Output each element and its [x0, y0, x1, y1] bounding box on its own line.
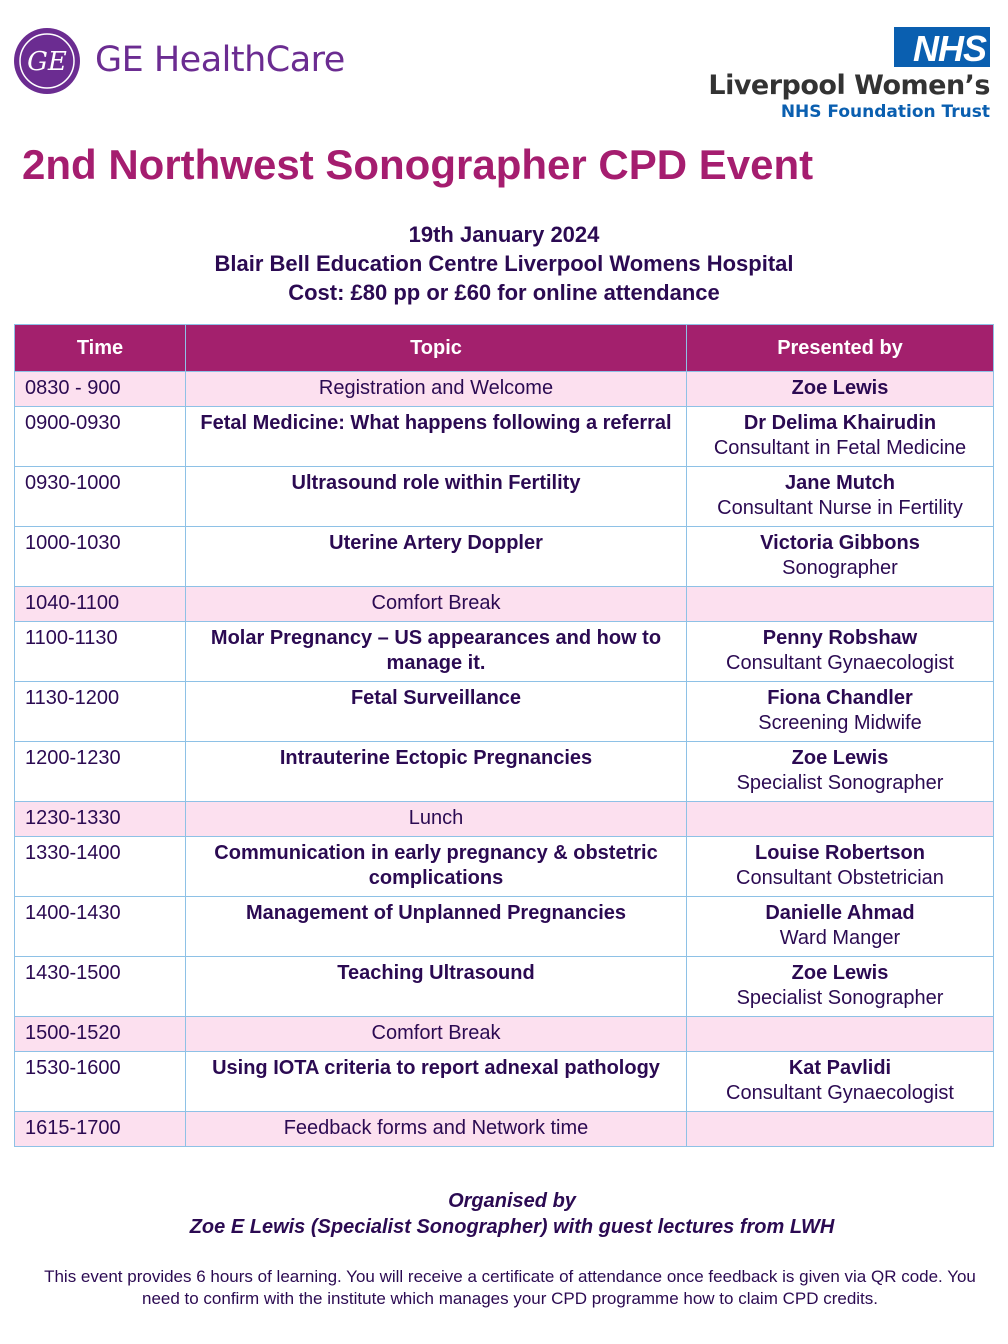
row-topic: Communication in early pregnancy & obstetric complications: [186, 837, 687, 897]
row-time: 1130-1200: [15, 682, 186, 742]
table-row: [15, 587, 994, 622]
row-presenter: Danielle Ahmad: [765, 902, 915, 924]
header-time: Time: [15, 325, 186, 372]
row-time: 1400-1430: [15, 897, 186, 957]
row-topic: Intrauterine Ectopic Pregnancies: [186, 742, 687, 802]
row-presenter: Zoe Lewis: [791, 377, 889, 399]
row-time: 0930-1000: [15, 467, 186, 527]
row-topic: Comfort Break: [186, 1017, 687, 1052]
row-topic: Ultrasound role within Fertility: [186, 467, 687, 527]
nhs-badge-text: NHS: [912, 28, 986, 69]
row-presenter: Dr Delima Khairudin: [743, 412, 937, 434]
row-presenter-cell: [687, 622, 994, 682]
row-presenter-cell: [687, 527, 994, 587]
table-row: [15, 1052, 994, 1112]
row-time: 1000-1030: [15, 527, 186, 587]
row-presenter-role: Consultant Nurse in Fertility: [717, 497, 963, 519]
table-row: [15, 467, 994, 527]
row-presenter-role: Specialist Sonographer: [736, 772, 944, 794]
row-presenter-cell: [687, 802, 994, 837]
table-row: [15, 957, 994, 1017]
row-presenter: Fiona Chandler: [767, 687, 913, 709]
row-presenter-cell: [687, 467, 994, 527]
table-row: [15, 897, 994, 957]
organiser-name: Zoe E Lewis (Specialist Sonographer) with guest lectures from LWH: [189, 1216, 835, 1238]
event-venue: Blair Bell Education Centre Liverpool Womens Hospital: [214, 251, 794, 276]
event-title: 2nd Northwest Sonographer CPD Event: [22, 141, 814, 188]
row-topic: Using IOTA criteria to report adnexal pathology: [186, 1052, 687, 1112]
row-time: 1530-1600: [15, 1052, 186, 1112]
row-topic: Teaching Ultrasound: [186, 957, 687, 1017]
ge-logo-icon: [12, 26, 82, 96]
row-time: 1040-1100: [15, 587, 186, 622]
row-topic: Feedback forms and Network time: [186, 1112, 687, 1147]
row-presenter-cell: [687, 682, 994, 742]
row-presenter-role: Consultant Obstetrician: [736, 867, 944, 889]
row-presenter-cell: [687, 1017, 994, 1052]
row-time: 1500-1520: [15, 1017, 186, 1052]
row-time: 0900-0930: [15, 407, 186, 467]
row-presenter-role: Sonographer: [782, 557, 898, 579]
row-presenter: Zoe Lewis: [791, 747, 889, 769]
row-topic: Comfort Break: [186, 587, 687, 622]
cpd-note: This event provides 6 hours of learning. You will receive a certificate of attendance once feedback is given via QR code. You need to confirm with the institute which manages your CPD programme how to claim CPD credits.: [44, 1267, 976, 1308]
table-row: [15, 742, 994, 802]
header-presenter: Presented by: [687, 325, 994, 372]
row-presenter-role: Consultant Gynaecologist: [726, 1082, 954, 1104]
organiser-label: Organised by: [448, 1190, 576, 1212]
table-header-row: [15, 325, 994, 372]
event-date: 19th January 2024: [408, 222, 600, 247]
row-presenter: Jane Mutch: [784, 472, 896, 494]
table-row: [15, 1112, 994, 1147]
row-presenter-role: Consultant in Fetal Medicine: [713, 437, 967, 459]
row-topic: Fetal Surveillance: [186, 682, 687, 742]
ge-healthcare-name: GE HealthCare: [95, 40, 345, 80]
schedule-table: [14, 324, 994, 1147]
row-presenter-cell: [687, 407, 994, 467]
row-time: 1230-1330: [15, 802, 186, 837]
row-presenter-cell: [687, 587, 994, 622]
table-row: [15, 407, 994, 467]
row-presenter-cell: [687, 372, 994, 407]
row-time: 0830 - 900: [15, 372, 186, 407]
row-presenter-cell: [687, 837, 994, 897]
row-time: 1430-1500: [15, 957, 186, 1017]
row-presenter-role: Ward Manger: [779, 927, 901, 949]
row-time: 1200-1230: [15, 742, 186, 802]
table-row: [15, 837, 994, 897]
row-topic: Fetal Medicine: What happens following a referral: [186, 407, 687, 467]
row-presenter: Zoe Lewis: [791, 962, 889, 984]
row-presenter-cell: [687, 1112, 994, 1147]
row-presenter-cell: [687, 957, 994, 1017]
table-row: [15, 622, 994, 682]
row-presenter-role: Screening Midwife: [758, 712, 922, 734]
ge-logo-monogram: GE: [27, 47, 67, 77]
row-presenter-cell: [687, 1052, 994, 1112]
table-row: [15, 372, 994, 407]
row-time: 1100-1130: [15, 622, 186, 682]
table-row: [15, 1017, 994, 1052]
row-topic: Lunch: [186, 802, 687, 837]
row-topic: Uterine Artery Doppler: [186, 527, 687, 587]
row-presenter-role: Consultant Gynaecologist: [726, 652, 954, 674]
table-row: [15, 802, 994, 837]
row-presenter: Kat Pavlidi: [788, 1057, 892, 1079]
table-row: [15, 682, 994, 742]
row-presenter: Victoria Gibbons: [760, 532, 920, 554]
table-row: [15, 527, 994, 587]
header-topic: Topic: [186, 325, 687, 372]
row-topic: Management of Unplanned Pregnancies: [186, 897, 687, 957]
row-presenter-cell: [687, 742, 994, 802]
trust-subtitle: NHS Foundation Trust: [780, 102, 990, 122]
row-presenter-role: Specialist Sonographer: [736, 987, 944, 1009]
row-time: 1615-1700: [15, 1112, 186, 1147]
event-cost: Cost: £80 pp or £60 for online attendance: [288, 280, 720, 305]
row-topic: Registration and Welcome: [186, 372, 687, 407]
row-presenter: Penny Robshaw: [762, 627, 918, 649]
trust-name: Liverpool Women’s: [708, 70, 990, 101]
row-presenter-cell: [687, 897, 994, 957]
row-topic: Molar Pregnancy – US appearances and how to manage it.: [186, 622, 687, 682]
row-presenter: Louise Robertson: [754, 842, 925, 864]
row-time: 1330-1400: [15, 837, 186, 897]
